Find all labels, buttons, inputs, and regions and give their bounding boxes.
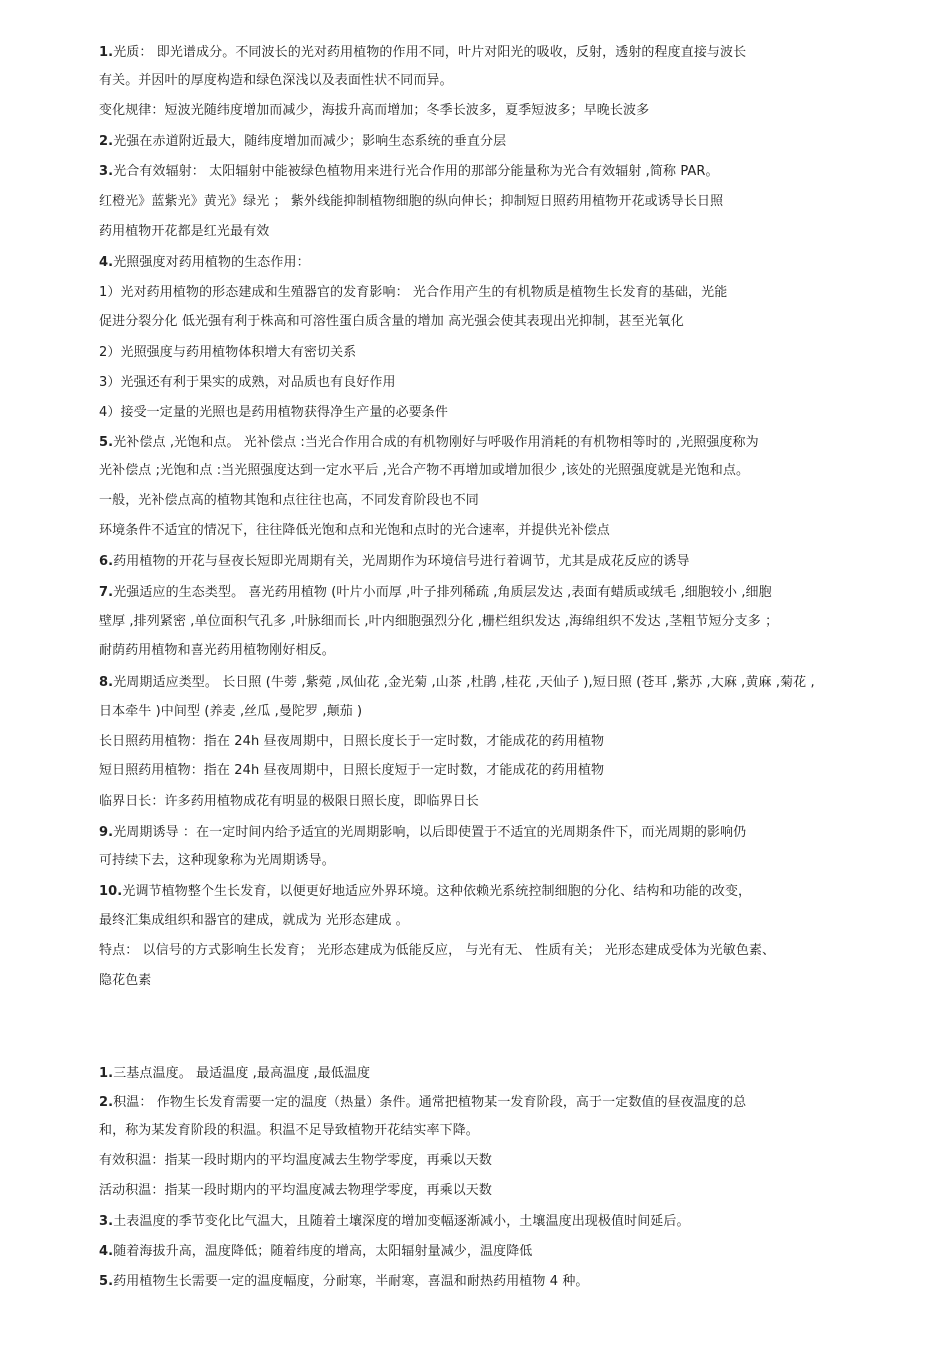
temp-item-2-line-2: 和，称为某发育阶段的积温。积温不足导致植物开花结实率下降。 xyxy=(99,1123,479,1138)
light-item-1-line-2: 有关。并因叶的厚度构造和绿色深浅以及表面性状不同而异。 xyxy=(99,73,453,88)
light-item-3-line-2: 红橙光》蓝紫光》黄光》绿光 ； 紫外线能抑制植物细胞的纵向伸长；抑制短日照药用植物开花或诱导长日照 xyxy=(99,194,724,209)
light-item-7-line-2: 壁厚 ,排列紧密 ,单位面积气孔多 ,叶脉细而长 ,叶内细胞强烈分化 ,栅栏组织发达 ,海绵组织不发达 ,茎粗节短分支多 ； xyxy=(99,614,779,629)
light-item-8-long-day: 长日照药用植物：指在 24h 昼夜周期中，日照长度长于一定时数，才能成花的药用植物 xyxy=(99,734,605,749)
light-item-9-line-2: 可持续下去，这种现象称为光周期诱导。 xyxy=(99,853,335,868)
light-item-10-line-1: 10.光调节植物整个生长发育，以便更好地适应外界环境。这种依赖光系统控制细胞的分化、结构和功能的改变， xyxy=(99,884,752,899)
light-item-4-heading: 4.光照强度对药用植物的生态作用： xyxy=(99,255,310,270)
temp-item-4: 4.随着海拔升高，温度降低；随着纬度的增高，太阳辐射量减少，温度降低 xyxy=(99,1244,533,1259)
light-item-8-line-2: 日本牵牛 )中间型 (养麦 ,丝瓜 ,曼陀罗 ,颠茄 ) xyxy=(99,704,363,719)
temp-item-2-line-1: 2.积温： 作物生长发育需要一定的温度（热量）条件。通常把植物某一发育阶段，高于一定数值的昼夜温度的总 xyxy=(99,1095,747,1110)
light-item-4-point-4: 4）接受一定量的光照也是药用植物获得净生产量的必要条件 xyxy=(99,405,448,420)
light-item-8-line-1: 8.光周期适应类型。 长日照 (牛蒡 ,紫菀 ,凤仙花 ,金光菊 ,山茶 ,杜鹃 ,桂花 ,天仙子 ),短日照 (苍耳 ,紫苏 ,大麻 ,黄麻 ,菊花 , xyxy=(99,675,815,690)
light-item-4-point-3: 3）光强还有利于果实的成熟，对品质也有良好作用 xyxy=(99,375,396,390)
light-item-2: 2.光强在赤道附近最大，随纬度增加而减少；影响生态系统的垂直分层 xyxy=(99,134,507,149)
light-item-4-point-1-line-1: 1）光对药用植物的形态建成和生殖器官的发育影响： 光合作用产生的有机物质是植物生长发育的基础，光能 xyxy=(99,285,728,300)
light-item-9-line-1: 9.光周期诱导 ：在一定时间内给予适宜的光周期影响，以后即使置于不适宜的光周期条件下，而光周期的影响仍 xyxy=(99,825,747,840)
light-item-8-critical-day: 临界日长：许多药用植物成花有明显的极限日照长度，即临界日长 xyxy=(99,794,479,809)
light-item-5-line-4: 环境条件不适宜的情况下，往往降低光饱和点和光饱和点时的光合速率，并提供光补偿点 xyxy=(99,523,610,538)
temp-item-1: 1.三基点温度。 最适温度 ,最高温度 ,最低温度 xyxy=(99,1066,371,1081)
temp-item-2-active: 活动积温：指某一段时期内的平均温度减去物理学零度，再乘以天数 xyxy=(99,1183,493,1198)
light-item-10-line-2: 最终汇集成组织和器官的建成，就成为 光形态建成 。 xyxy=(99,913,409,928)
light-item-4-point-2: 2）光照强度与药用植物体积增大有密切关系 xyxy=(99,345,357,360)
light-item-4-point-1-line-2: 促进分裂分化 低光强有利于株高和可溶性蛋白质含量的增加 高光强会使其表现出光抑制，甚至光氧化 xyxy=(99,314,684,329)
light-item-5-line-3: 一般，光补偿点高的植物其饱和点往往也高，不同发育阶段也不同 xyxy=(99,493,479,508)
light-item-10-features-line-1: 特点： 以信号的方式影响生长发育； 光形态建成为低能反应， 与光有无、 性质有关； 光形态建成受体为光敏色素、 xyxy=(99,943,776,958)
light-item-3-line-3: 药用植物开花都是红光最有效 xyxy=(99,224,270,239)
light-item-8-short-day: 短日照药用植物：指在 24h 昼夜周期中，日照长度短于一定时数，才能成花的药用植物 xyxy=(99,763,605,778)
temp-item-2-effective: 有效积温：指某一段时期内的平均温度减去生物学零度，再乘以天数 xyxy=(99,1153,493,1168)
light-item-10-features-line-2: 隐花色素 xyxy=(99,973,152,988)
light-item-5-line-2: 光补偿点 ;光饱和点 :当光照强度达到一定水平后 ,光合产物不再增加或增加很少 ,该处的光照强度就是光饱和点。 xyxy=(99,463,750,478)
light-item-1-line-1: 1.光质： 即光谱成分。不同波长的光对药用植物的作用不同，叶片对阳光的吸收，反射，透射的程度直接与波长 xyxy=(99,45,747,60)
light-item-1-variation: 变化规律：短波光随纬度增加而减少，海拔升高而增加；冬季长波多，夏季短波多；早晚长波多 xyxy=(99,103,650,118)
light-item-7-line-1: 7.光强适应的生态类型。 喜光药用植物 (叶片小而厚 ,叶子排列稀疏 ,角质层发达 ,表面有蜡质或绒毛 ,细胞较小 ,细胞 xyxy=(99,585,772,600)
light-item-3-line-1: 3.光合有效辐射： 太阳辐射中能被绿色植物用来进行光合作用的那部分能量称为光合有效辐射 ,简称 PAR。 xyxy=(99,164,719,179)
temp-item-3: 3.土表温度的季节变化比气温大，且随着土壤深度的增加变幅逐渐减小，土壤温度出现极值时间延后。 xyxy=(99,1214,690,1229)
light-item-7-line-3: 耐荫药用植物和喜光药用植物刚好相反。 xyxy=(99,643,335,658)
light-item-6: 6.药用植物的开花与昼夜长短即光周期有关，光周期作为环境信号进行着调节，尤其是成花反应的诱导 xyxy=(99,554,690,569)
temp-item-5: 5.药用植物生长需要一定的温度幅度，分耐寒，半耐寒，喜温和耐热药用植物 4 种。 xyxy=(99,1274,589,1289)
light-item-5-line-1: 5.光补偿点 ,光饱和点。 光补偿点 :当光合作用合成的有机物刚好与呼吸作用消耗的有机物相等时的 ,光照强度称为 xyxy=(99,435,759,450)
